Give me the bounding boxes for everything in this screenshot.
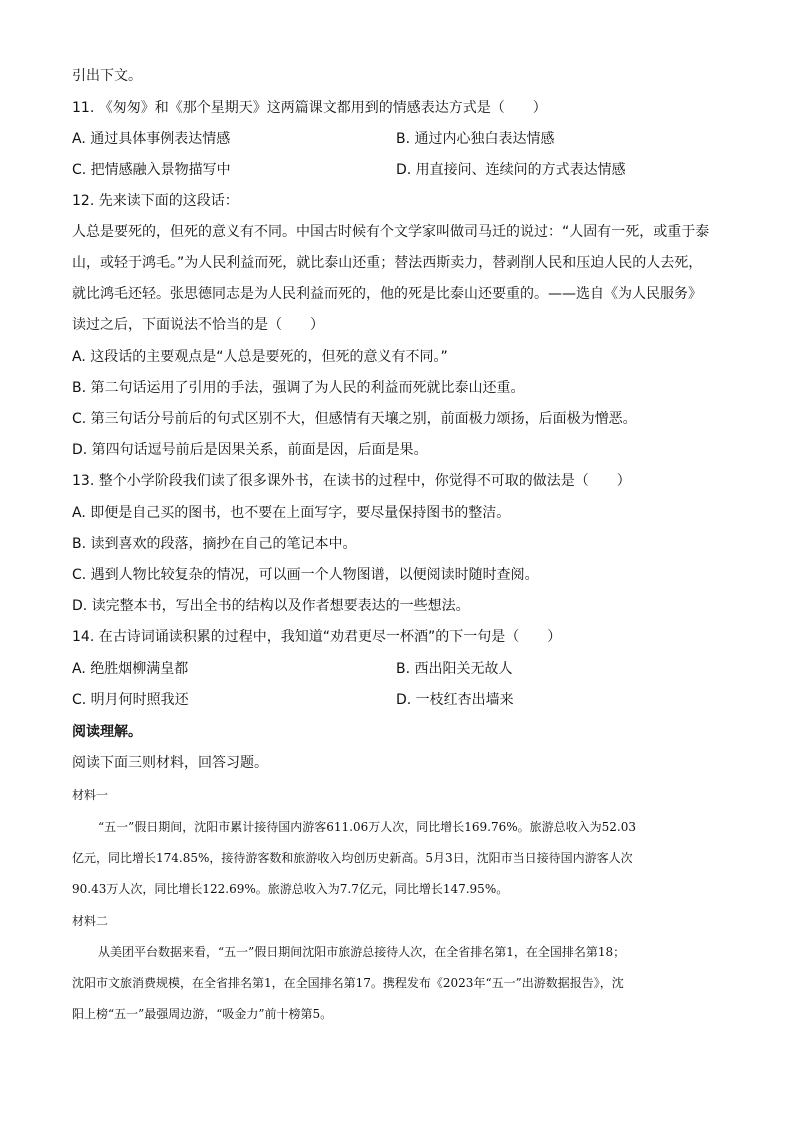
question-14-option-d[interactable]: D. 一枝红杏出墙来 <box>396 692 514 708</box>
question-13-option-d[interactable]: D. 读完整本书，写出全书的结构以及作者想要表达的一些想法。 <box>72 598 470 614</box>
intro-tail: 引出下文。 <box>72 68 142 84</box>
question-12-option-c[interactable]: C. 第三句话分号前后的句式区别不大，但感情有天壤之别，前面极力颂扬，后面极为憎恶。 <box>72 411 637 427</box>
question-12-option-a[interactable]: A. 这段话的主要观点是“人总是要死的，但死的意义有不同。” <box>72 349 448 365</box>
question-11-option-d[interactable]: D. 用直接问、连续问的方式表达情感 <box>396 162 626 178</box>
question-14-option-c[interactable]: C. 明月何时照我还 <box>72 692 189 708</box>
question-12-passage-line-1: 人总是要死的，但死的意义有不同。中国古时候有个文学家叫做司马迁的说过：“人固有一死，或重于泰 <box>72 224 710 240</box>
question-14-option-a[interactable]: A. 绝胜烟柳满皇都 <box>72 661 189 677</box>
question-11-stem: 11. 《匆匆》和《那个星期天》这两篇课文都用到的情感表达方式是（ ） <box>72 100 547 116</box>
material-2-line-1: 从美团平台数据来看，“五一”假日期间沈阳市旅游总接待人次，在全省排名第1，在全国排名第18； <box>98 945 626 959</box>
material-2-line-2: 沈阳市文旅消费规模，在全省排名第1，在全国排名第17。携程发布《2023年“五一”出游数据报告》，沈 <box>72 976 624 990</box>
question-12-prompt: 读过之后，下面说法不恰当的是（ ） <box>72 317 324 333</box>
question-12-stem: 12. 先来读下面的这段话： <box>72 193 239 209</box>
material-1-line-2: 亿元，同比增长174.85%，接待游客数和旅游收入均创历史新高。5月3日，沈阳市当日接待国内游客人次 <box>72 851 633 865</box>
question-14-stem: 14. 在古诗词诵读积累的过程中，我知道“劝君更尽一杯酒”的下一句是（ ） <box>72 629 562 645</box>
question-12-option-b[interactable]: B. 第二句话运用了引用的手法，强调了为人民的利益而死就比泰山还重。 <box>72 380 525 396</box>
material-1-line-3: 90.43万人次，同比增长122.69%。旅游总收入为7.7亿元，同比增长147.95%。 <box>72 882 509 896</box>
question-13-option-b[interactable]: B. 读到喜欢的段落，摘抄在自己的笔记本中。 <box>72 536 357 552</box>
question-12-option-d[interactable]: D. 第四句话逗号前后是因果关系，前面是因，后面是果。 <box>72 442 428 458</box>
question-14-option-b[interactable]: B. 西出阳关无故人 <box>396 661 513 677</box>
section-instruction: 阅读下面三则材料，回答习题。 <box>72 755 268 771</box>
question-11-option-b[interactable]: B. 通过内心独白表达情感 <box>396 131 555 147</box>
question-11-option-c[interactable]: C. 把情感融入景物描写中 <box>72 162 231 178</box>
section-title: 阅读理解。 <box>72 724 142 740</box>
question-11-option-a[interactable]: A. 通过具体事例表达情感 <box>72 131 231 147</box>
question-12-passage-line-3: 就比鸿毛还轻。张思德同志是为人民利益而死的，他的死是比泰山还要重的。——选自《为人民服务》 <box>72 286 702 302</box>
material-2-label: 材料二 <box>72 914 109 928</box>
material-2-line-3: 阳上榜“五一”最强周边游，“吸金力”前十榜第5。 <box>72 1007 333 1021</box>
question-13-option-c[interactable]: C. 遇到人物比较复杂的情况，可以画一个人物图谱，以便阅读时随时查阅。 <box>72 567 539 583</box>
material-1-line-1: “五一”假日期间，沈阳市累计接待国内游客611.06万人次，同比增长169.76%。旅游总收入为52.03 <box>98 820 637 834</box>
question-13-option-a[interactable]: A. 即便是自己买的图书，也不要在上面写字，要尽量保持图书的整洁。 <box>72 505 511 521</box>
material-1-label: 材料一 <box>72 788 109 802</box>
question-13-stem: 13. 整个小学阶段我们读了很多课外书，在读书的过程中，你觉得不可取的做法是（ ） <box>72 473 631 489</box>
question-12-passage-line-2: 山，或轻于鸿毛。”为人民利益而死，就比泰山还重；替法西斯卖力，替剥削人民和压迫人民的人去死， <box>72 255 703 271</box>
